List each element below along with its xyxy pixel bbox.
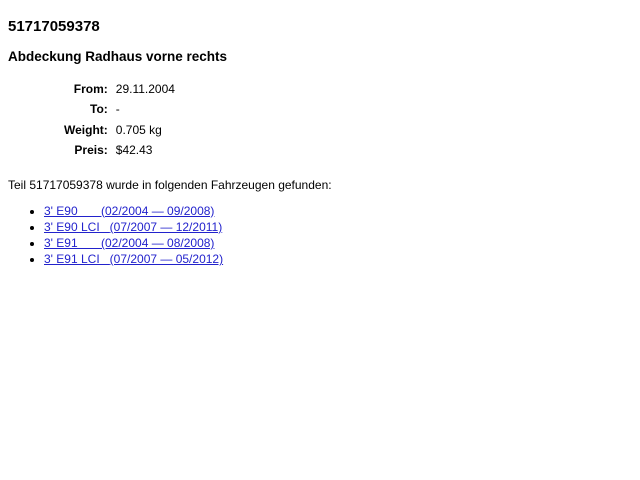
spec-label-to: To: [90, 102, 108, 117]
table-row [64, 120, 175, 140]
spec-value-preis: $42.43 [115, 142, 153, 157]
vehicle-model-label: 3' E90 LCI [44, 219, 110, 234]
spec-value-from: 29.11.2004 [115, 82, 175, 97]
vehicle-link-e91-lci[interactable] [44, 252, 223, 266]
vehicle-list [8, 203, 632, 268]
table-row [64, 140, 175, 160]
vehicle-range-label: (07/2007 — 05/2012) [109, 252, 224, 267]
vehicle-range-label: (02/2004 — 09/2008) [101, 203, 215, 218]
vehicle-link-e90-lci[interactable] [44, 220, 222, 234]
page-title: 51717059378 [8, 18, 100, 35]
part-description: Abdeckung Radhaus vorne rechts [8, 49, 228, 64]
vehicle-link-e91[interactable] [44, 236, 214, 250]
spec-label-from: From: [73, 82, 108, 97]
spec-label-weight: Weight: [64, 122, 108, 137]
spec-table [64, 79, 175, 160]
spec-label-preis: Preis: [74, 142, 108, 157]
list-item [44, 251, 632, 267]
vehicle-link-e90[interactable] [44, 204, 214, 218]
spec-value-weight: 0.705 kg [115, 122, 162, 137]
list-item [44, 219, 632, 235]
list-item [44, 203, 632, 219]
table-row [64, 99, 175, 119]
spec-value-to: - [115, 102, 120, 117]
vehicle-range-label: (07/2007 — 12/2011) [109, 219, 223, 234]
vehicle-model-label: 3' E90 [44, 203, 101, 218]
list-item [44, 235, 632, 251]
vehicle-model-label: 3' E91 [44, 235, 101, 250]
vehicle-model-label: 3' E91 LCI [44, 252, 110, 267]
table-row [64, 79, 175, 99]
vehicle-range-label: (02/2004 — 08/2008) [101, 235, 215, 250]
found-in-vehicles-note: Teil 51717059378 wurde in folgenden Fahrzeugen gefunden: [8, 177, 332, 192]
